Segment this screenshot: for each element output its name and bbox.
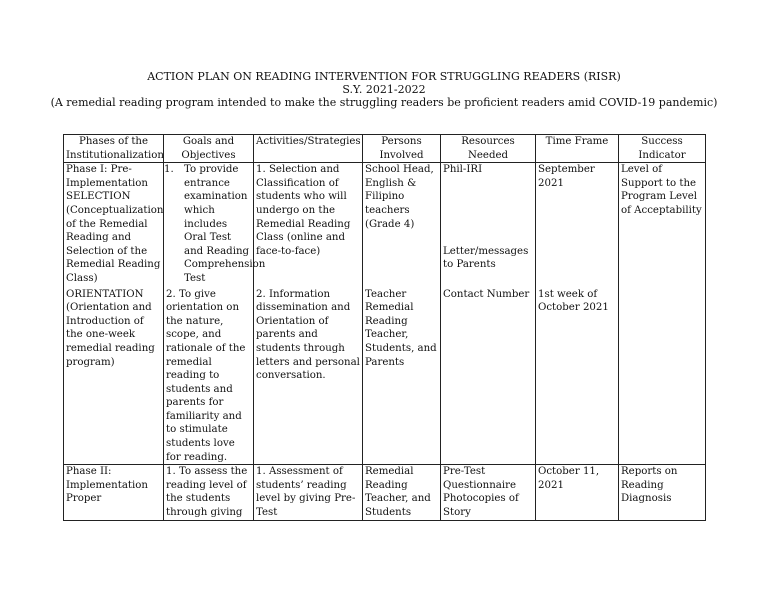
header-resources: Resources Needed xyxy=(441,135,536,163)
time-cell: 1st week of October 2021 xyxy=(536,286,619,465)
persons-cell: School Head, English & Filipino teachers (Grade 4) xyxy=(363,163,441,286)
time-cell: September 2021 xyxy=(536,163,619,286)
school-year: S.Y. 2021-2022 xyxy=(342,83,426,96)
indicator-cell: Reports on Reading Diagnosis xyxy=(619,465,706,520)
resources-cell: Contact Number xyxy=(441,286,536,465)
phase-cell: ORIENTATION (Orientation and Introduction of the one-week remedial reading program) xyxy=(64,286,164,465)
phase-cell: Phase I: Pre-Implementation SELECTION (Conceptualization of the Remedial Reading and Selection of the Remedial Reading Class) xyxy=(64,163,164,286)
indicator-cell xyxy=(619,286,706,465)
header-time-frame: Time Frame xyxy=(536,135,619,163)
table-row xyxy=(64,465,706,520)
header-persons: Persons Involved xyxy=(363,135,441,163)
phase-cell: Phase II: Implementation Proper xyxy=(64,465,164,520)
table-row xyxy=(64,163,706,286)
header-phases: Phases of the Institutionalization xyxy=(64,135,164,163)
goal-cell: 1. To assess the reading level of the students through giving xyxy=(164,465,254,520)
activity-cell: 1. Assessment of students’ reading level by giving Pre-Test xyxy=(254,465,363,520)
goal-cell xyxy=(164,163,266,286)
persons-cell: Teacher Remedial Reading Teacher, Students, and Parents xyxy=(363,286,441,465)
activity-cell: 2. Information dissemination and Orientation of parents and students through letters and personal conversation. xyxy=(254,286,363,465)
header-activities: Activities/Strategies xyxy=(254,135,363,163)
indicator-cell: Level of Support to the Program Level of Acceptability xyxy=(619,163,706,286)
goal-cell: 2. To give orientation on the nature, scope, and rationale of the remedial reading to students and parents for familiarity and to stimulate students love for reading. xyxy=(164,286,254,465)
resources-cell: Pre-Test Questionnaire Photocopies of Story xyxy=(441,465,536,520)
goal-text: To provide entrance examination which includes Oral Test and Reading Comprehension Test xyxy=(184,164,266,284)
activity-cell: 1. Selection and Classification of students who will undergo on the Remedial Reading Class (online and face-to-face) xyxy=(254,163,363,286)
header-success-indicator: Success Indicator xyxy=(619,135,706,163)
persons-cell: Remedial Reading Teacher, and Students xyxy=(363,465,441,520)
goal-number: 1. xyxy=(164,164,174,176)
document-subtitle: (A remedial reading program intended to make the struggling readers be proficient readers amid COVID-19 pandemic) xyxy=(50,96,718,109)
document-title: ACTION PLAN ON READING INTERVENTION FOR STRUGGLING READERS (RISR) xyxy=(147,70,621,83)
table-header-row xyxy=(64,135,706,163)
table-row xyxy=(64,286,706,465)
resources-text: Phil-IRI xyxy=(443,164,483,176)
resources-cell xyxy=(441,163,536,286)
resources-extra-text: Letter/messages to Parents xyxy=(443,245,529,271)
action-plan-table xyxy=(63,134,706,521)
time-cell: October 11, 2021 xyxy=(536,465,619,520)
header-goals: Goals and Objectives xyxy=(164,135,254,163)
